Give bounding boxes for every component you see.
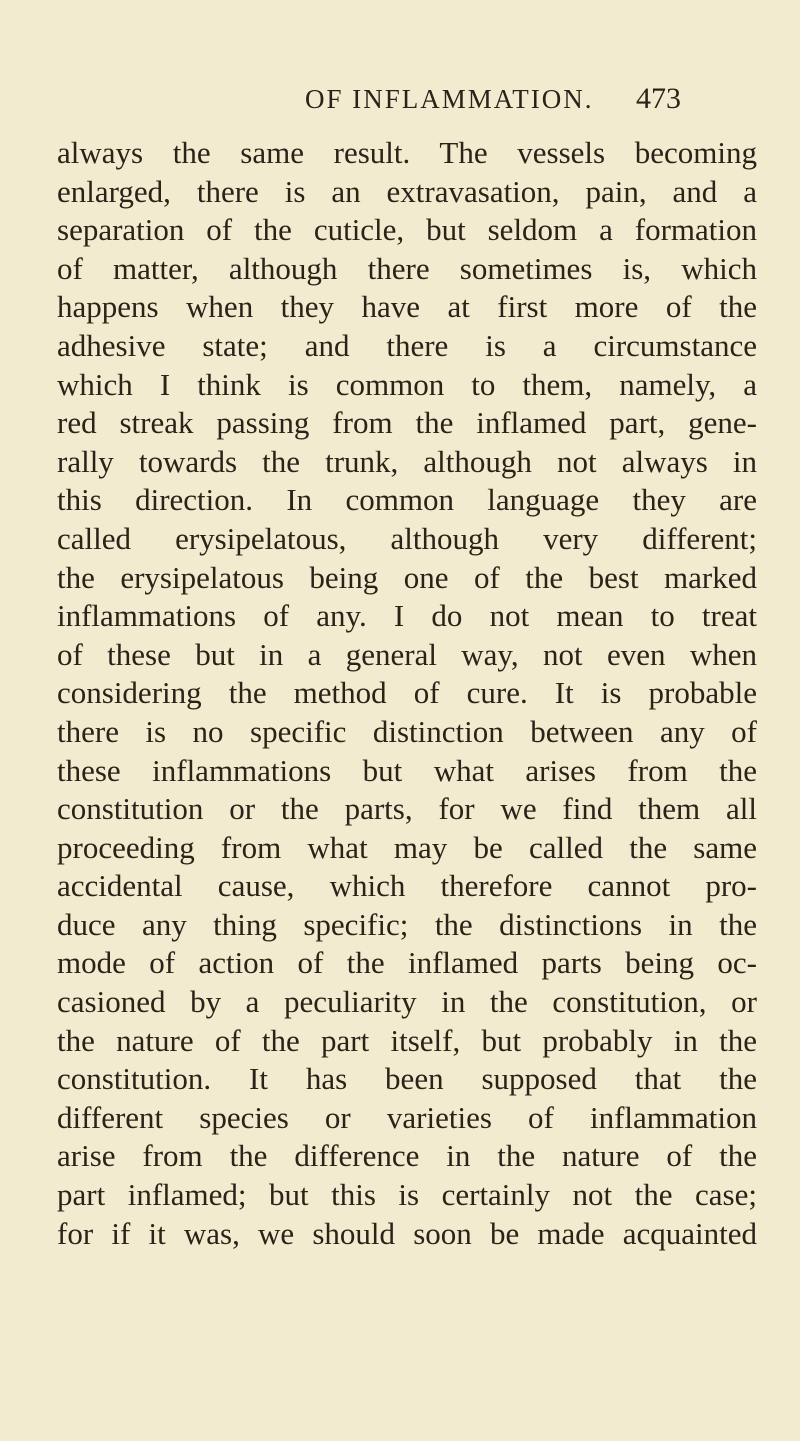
text-line: mode of action of the inflamed parts being oc- bbox=[57, 945, 757, 981]
text-line: part inflamed; but this is certainly not the case; bbox=[57, 1177, 757, 1213]
text-line: red streak passing from the inflamed part, gene- bbox=[57, 405, 757, 441]
text-line: accidental cause, which therefore cannot pro- bbox=[57, 868, 757, 904]
text-line: the nature of the part itself, but probably in the bbox=[57, 1022, 757, 1058]
body-text bbox=[57, 134, 757, 1253]
text-line: called erysipelatous, although very different; bbox=[57, 520, 757, 556]
text-line: these inflammations but what arises from the bbox=[57, 752, 757, 788]
text-line: arise from the difference in the nature of the bbox=[57, 1138, 757, 1174]
text-line: constitution. It has been supposed that the bbox=[57, 1061, 757, 1097]
text-line: the erysipelatous being one of the best marked bbox=[57, 559, 757, 595]
text-line: for if it was, we should soon be made acquainted bbox=[57, 1215, 757, 1251]
text-line: of these but in a general way, not even when bbox=[57, 636, 757, 672]
text-line: there is no specific distinction between any of bbox=[57, 713, 757, 749]
running-title: OF INFLAMMATION. bbox=[305, 84, 594, 114]
text-line: adhesive state; and there is a circumstance bbox=[57, 327, 757, 363]
text-line: proceeding from what may be called the same bbox=[57, 829, 757, 865]
text-line: this direction. In common language they are bbox=[57, 482, 757, 518]
text-line: constitution or the parts, for we find them all bbox=[57, 791, 757, 827]
text-line: considering the method of cure. It is probable bbox=[57, 675, 757, 711]
text-line: casioned by a peculiarity in the constitution, or bbox=[57, 984, 757, 1020]
text-line: inflammations of any. I do not mean to treat bbox=[57, 598, 757, 634]
text-line: enlarged, there is an extravasation, pain, and a bbox=[57, 173, 757, 209]
text-line: rally towards the trunk, although not always in bbox=[57, 443, 757, 479]
running-head bbox=[0, 84, 800, 124]
text-line: different species or varieties of inflammation bbox=[57, 1099, 757, 1135]
text-line: always the same result. The vessels becoming bbox=[57, 135, 757, 170]
text-line: duce any thing specific; the distinctions in the bbox=[57, 906, 757, 942]
text-line: which I think is common to them, namely, a bbox=[57, 366, 757, 402]
text-line: of matter, although there sometimes is, which bbox=[57, 250, 757, 286]
text-line: happens when they have at first more of the bbox=[57, 289, 757, 325]
text-line: separation of the cuticle, but seldom a formation bbox=[57, 212, 757, 248]
page-number: 473 bbox=[636, 82, 681, 115]
